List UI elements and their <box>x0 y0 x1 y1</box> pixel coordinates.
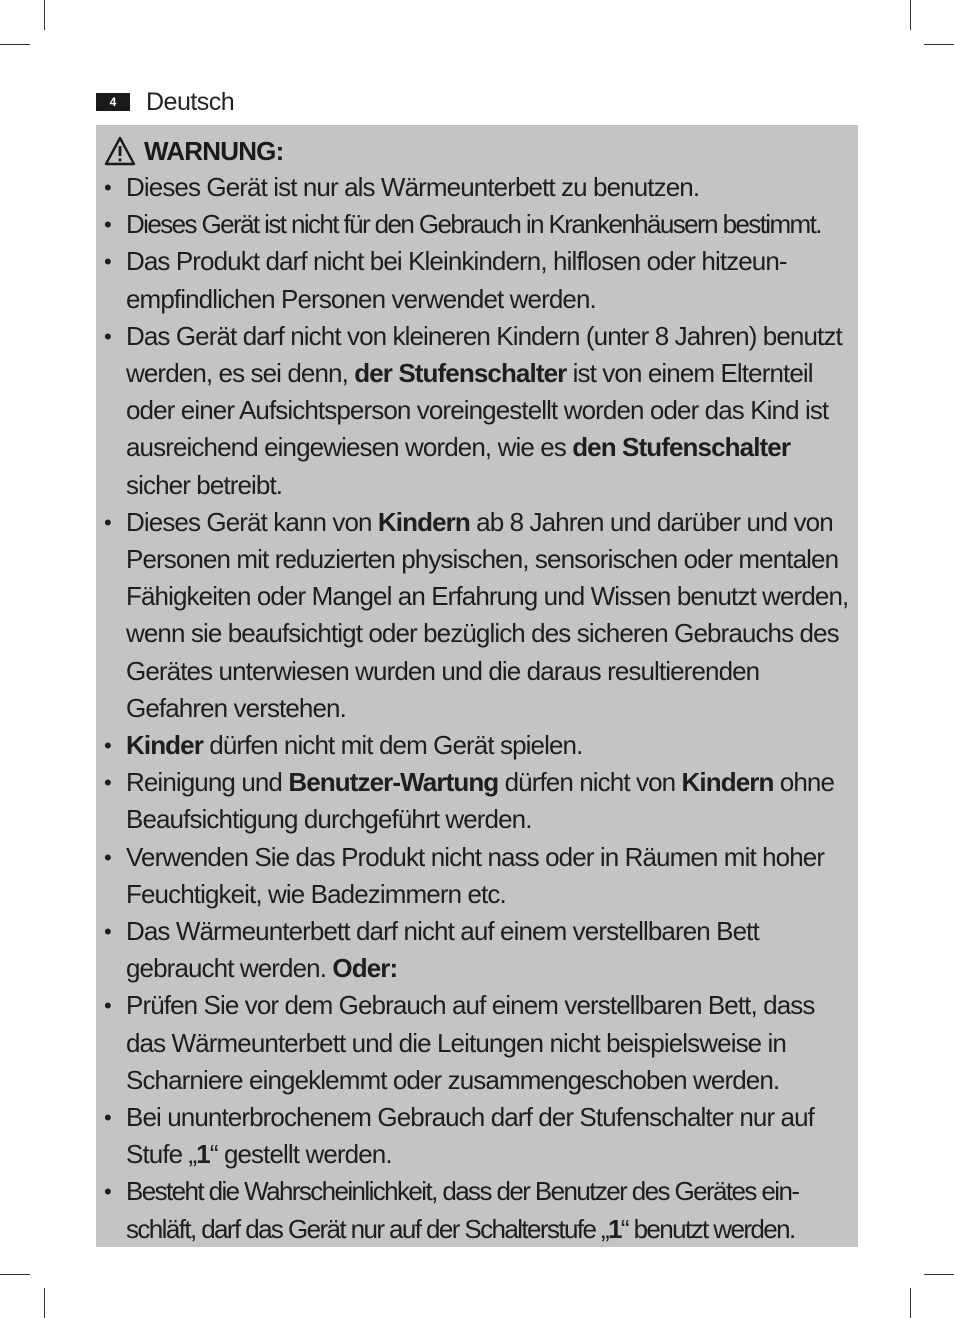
text: Dieses Gerät kann von <box>126 506 378 537</box>
warning-item <box>104 987 852 1099</box>
warning-title: WARNUNG: <box>144 135 284 166</box>
text: Das Gerät darf nicht von kleineren Kindern (unter 8 Jahren) benutzt werden, es sei denn, <box>126 320 842 389</box>
crop-mark <box>44 1288 45 1318</box>
text: Prüfen Sie vor dem Gebrauch auf einem verstellbaren Bett, dass das Wärmeunterbett und die Leitungen nicht beispielsweise in Scharniere eingeklemmt oder zusammengeschoben werden. <box>126 990 815 1095</box>
warning-item <box>104 1173 852 1247</box>
bold-text: Kindern <box>377 506 470 537</box>
text: Reinigung und <box>126 767 289 798</box>
warning-item <box>104 504 852 727</box>
bold-text: 1 <box>196 1139 210 1170</box>
crop-mark <box>910 0 911 30</box>
language-label: Deutsch <box>146 87 235 116</box>
warning-heading <box>104 133 852 169</box>
warning-item <box>104 727 852 764</box>
text: Das Produkt darf nicht bei Kleinkindern, hilflosen oder hitzeun- empfindlichen Personen verwendet werden. <box>126 246 787 314</box>
bold-text: Benutzer-Wartung <box>288 767 499 798</box>
text: Verwenden Sie das Produkt nicht nass oder in Räumen mit hoher Feuchtigkeit, wie Badezimmern etc. <box>126 841 825 909</box>
text: “ gestellt werden. <box>209 1139 392 1170</box>
crop-mark <box>910 1288 911 1318</box>
warning-triangle-icon <box>104 136 136 166</box>
text: dürfen nicht von <box>498 767 682 798</box>
text: Dieses Gerät ist nur als Wärmeunterbett zu benutzen. <box>126 172 700 202</box>
warning-list <box>104 169 852 1248</box>
page-number: 4 <box>96 93 130 111</box>
text: ab 8 Jahren und darüber und von Personen mit reduzierten physischen, sensorischen oder mentalen Fähigkeiten oder Mangel an Erfahrung und Wissen benutzt werden, wenn sie beaufsichtigt oder bezüglich des sicheren Gebrauchs des Gerätes unterwiesen wurden und die daraus resultierenden Gefahren verstehen. <box>126 506 849 723</box>
warning-item <box>104 839 852 913</box>
warning-item <box>104 764 852 838</box>
text: Besteht die Wahrscheinlichkeit, dass der Benutzer des Gerätes ein- schläft, darf das Gerät nur auf der Schalterstufe „ <box>126 1176 799 1244</box>
text: Bei ununterbrochenem Gebrauch darf der Stufenschalter nur auf Stufe „ <box>126 1102 814 1170</box>
crop-mark <box>44 0 45 30</box>
bold-text: der Stufenschalter <box>354 358 567 389</box>
warning-item <box>104 913 852 987</box>
bold-text: Kinder <box>126 730 203 761</box>
warning-item <box>104 243 852 317</box>
text: sicher betreibt. <box>126 469 283 500</box>
text: dürfen nicht mit dem Gerät spielen. <box>202 730 583 761</box>
crop-mark <box>0 1274 30 1275</box>
crop-mark <box>924 44 954 45</box>
warning-item <box>104 1099 852 1173</box>
text: “ benutzt werden. <box>620 1213 795 1244</box>
page-header <box>96 86 234 118</box>
text: ohne Beaufsichtigung durchgeführt werden. <box>126 767 835 835</box>
text: ist von einem Elternteil oder einer Aufsichtsperson voreingestellt worden oder das Kind ist ausreichend eingewiesen worden, wie es <box>126 358 829 463</box>
crop-mark <box>0 44 30 45</box>
warning-item <box>104 206 852 243</box>
text: Dieses Gerät ist nicht für den Gebrauch in Krankenhäusern bestimmt. <box>126 209 821 240</box>
warning-box <box>96 125 858 1247</box>
warning-item <box>104 318 852 504</box>
bold-text: Kindern <box>681 767 774 798</box>
warning-item <box>104 169 852 206</box>
text: Das Wärmeunterbett darf nicht auf einem verstellbaren Bett gebraucht werden. <box>126 916 759 984</box>
crop-mark <box>924 1274 954 1275</box>
bold-text: den Stufenschalter <box>572 432 791 463</box>
bold-text: 1 <box>608 1213 621 1244</box>
bold-text: Oder: <box>332 953 398 984</box>
